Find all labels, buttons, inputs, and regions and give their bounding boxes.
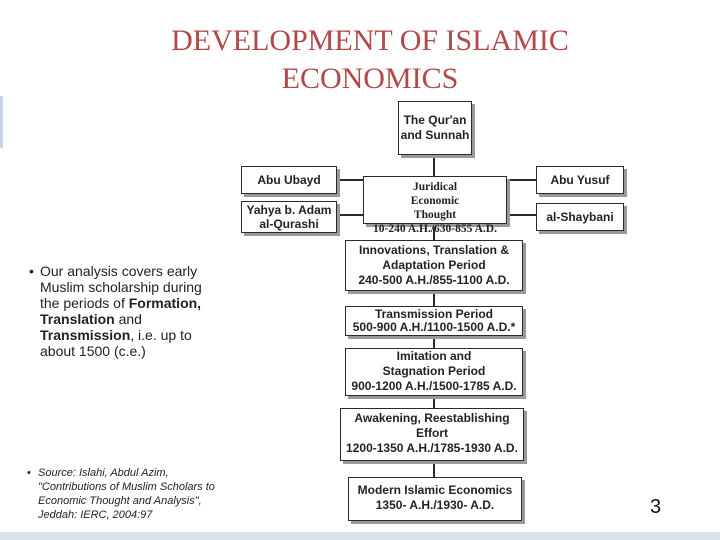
awakening-dates: 1200-1350 A.H./1785-1930 A.D. — [346, 441, 518, 455]
abu-ubayd-box — [241, 166, 337, 194]
connector-juridical-yusuf — [505, 179, 536, 181]
imitation-period-box — [345, 348, 523, 396]
yahya-box — [241, 201, 337, 233]
connector-quran-juridical — [433, 153, 435, 176]
transmission-title: Transmission Period — [374, 307, 494, 321]
analysis-bold-1: Formation, Translation — [40, 295, 202, 327]
abu-yusuf-box — [536, 166, 624, 194]
innovations-title: Innovations, Translation & Adaptation Period — [358, 243, 510, 272]
imitation-dates: 900-1200 A.H./1500-1785 A.D. — [351, 379, 517, 393]
connector-awakening-modern — [433, 459, 435, 477]
innovations-period-box — [345, 240, 523, 291]
transmission-dates: 500-900 A.H./1100-1500 A.D.* — [352, 320, 516, 334]
connector-yahya-juridical — [335, 214, 363, 216]
modern-dates: 1350- A.H./1930- A.D. — [375, 498, 495, 512]
slide-title-line-2: ECONOMICS — [281, 62, 459, 95]
innovations-dates: 240-500 A.H./855-1100 A.D. — [358, 273, 510, 287]
connector-juridical-shaybani — [505, 214, 536, 216]
transmission-period-box — [345, 306, 523, 336]
quran-sunnah-label: The Qur'an and Sunnah — [400, 113, 470, 142]
left-accent-rule — [0, 96, 3, 148]
juridical-thought-box — [363, 176, 507, 235]
bullet-dot: • — [29, 263, 34, 279]
slide-title — [100, 22, 640, 98]
awakening-title: Awakening, Reestablishing Effort — [354, 411, 510, 440]
abu-yusuf-label: Abu Yusuf — [550, 172, 610, 187]
modern-title: Modern Islamic Economics — [357, 483, 513, 497]
yahya-label: Yahya b. Adam al-Qurashi — [246, 203, 332, 231]
bottom-decorative-bar — [0, 532, 720, 540]
quran-sunnah-box — [398, 101, 472, 155]
awakening-box — [340, 408, 524, 461]
analysis-text-1: Our analysis covers early Muslim scholarship during the periods of — [40, 263, 202, 311]
source-bullet — [27, 466, 228, 522]
abu-ubayd-label: Abu Ubayd — [257, 172, 321, 187]
connector-ubayd-juridical — [335, 179, 363, 181]
page-number: 3 — [650, 496, 662, 518]
shaybani-label: al-Shaybani — [546, 209, 614, 224]
imitation-title: Imitation and Stagnation Period — [382, 349, 486, 378]
connector-transmission-imitation — [433, 334, 435, 348]
juridical-title: Juridical Economic Thought — [410, 181, 460, 221]
shaybani-box — [536, 203, 624, 231]
modern-economics-box — [348, 477, 522, 521]
analysis-text-3: , i.e. up to about 1500 (c.e.) — [40, 327, 192, 359]
bullet-dot: • — [27, 467, 31, 479]
connector-imitation-awakening — [433, 394, 435, 408]
analysis-bold-2: Transmission — [40, 327, 131, 343]
slide-title-line-1: DEVELOPMENT OF ISLAMIC — [171, 24, 569, 57]
analysis-bullet — [29, 263, 218, 359]
juridical-dates: 10-240 A.H./630-855 A.D. — [373, 223, 497, 235]
connector-innovations-transmission — [433, 289, 435, 306]
analysis-text-2: and — [114, 311, 142, 327]
source-text: Source: Islahi, Abdul Azim, "Contributions of Muslim Scholars to Economic Thought and Analysis", Jeddah: IERC, 2004:97 — [38, 467, 215, 521]
